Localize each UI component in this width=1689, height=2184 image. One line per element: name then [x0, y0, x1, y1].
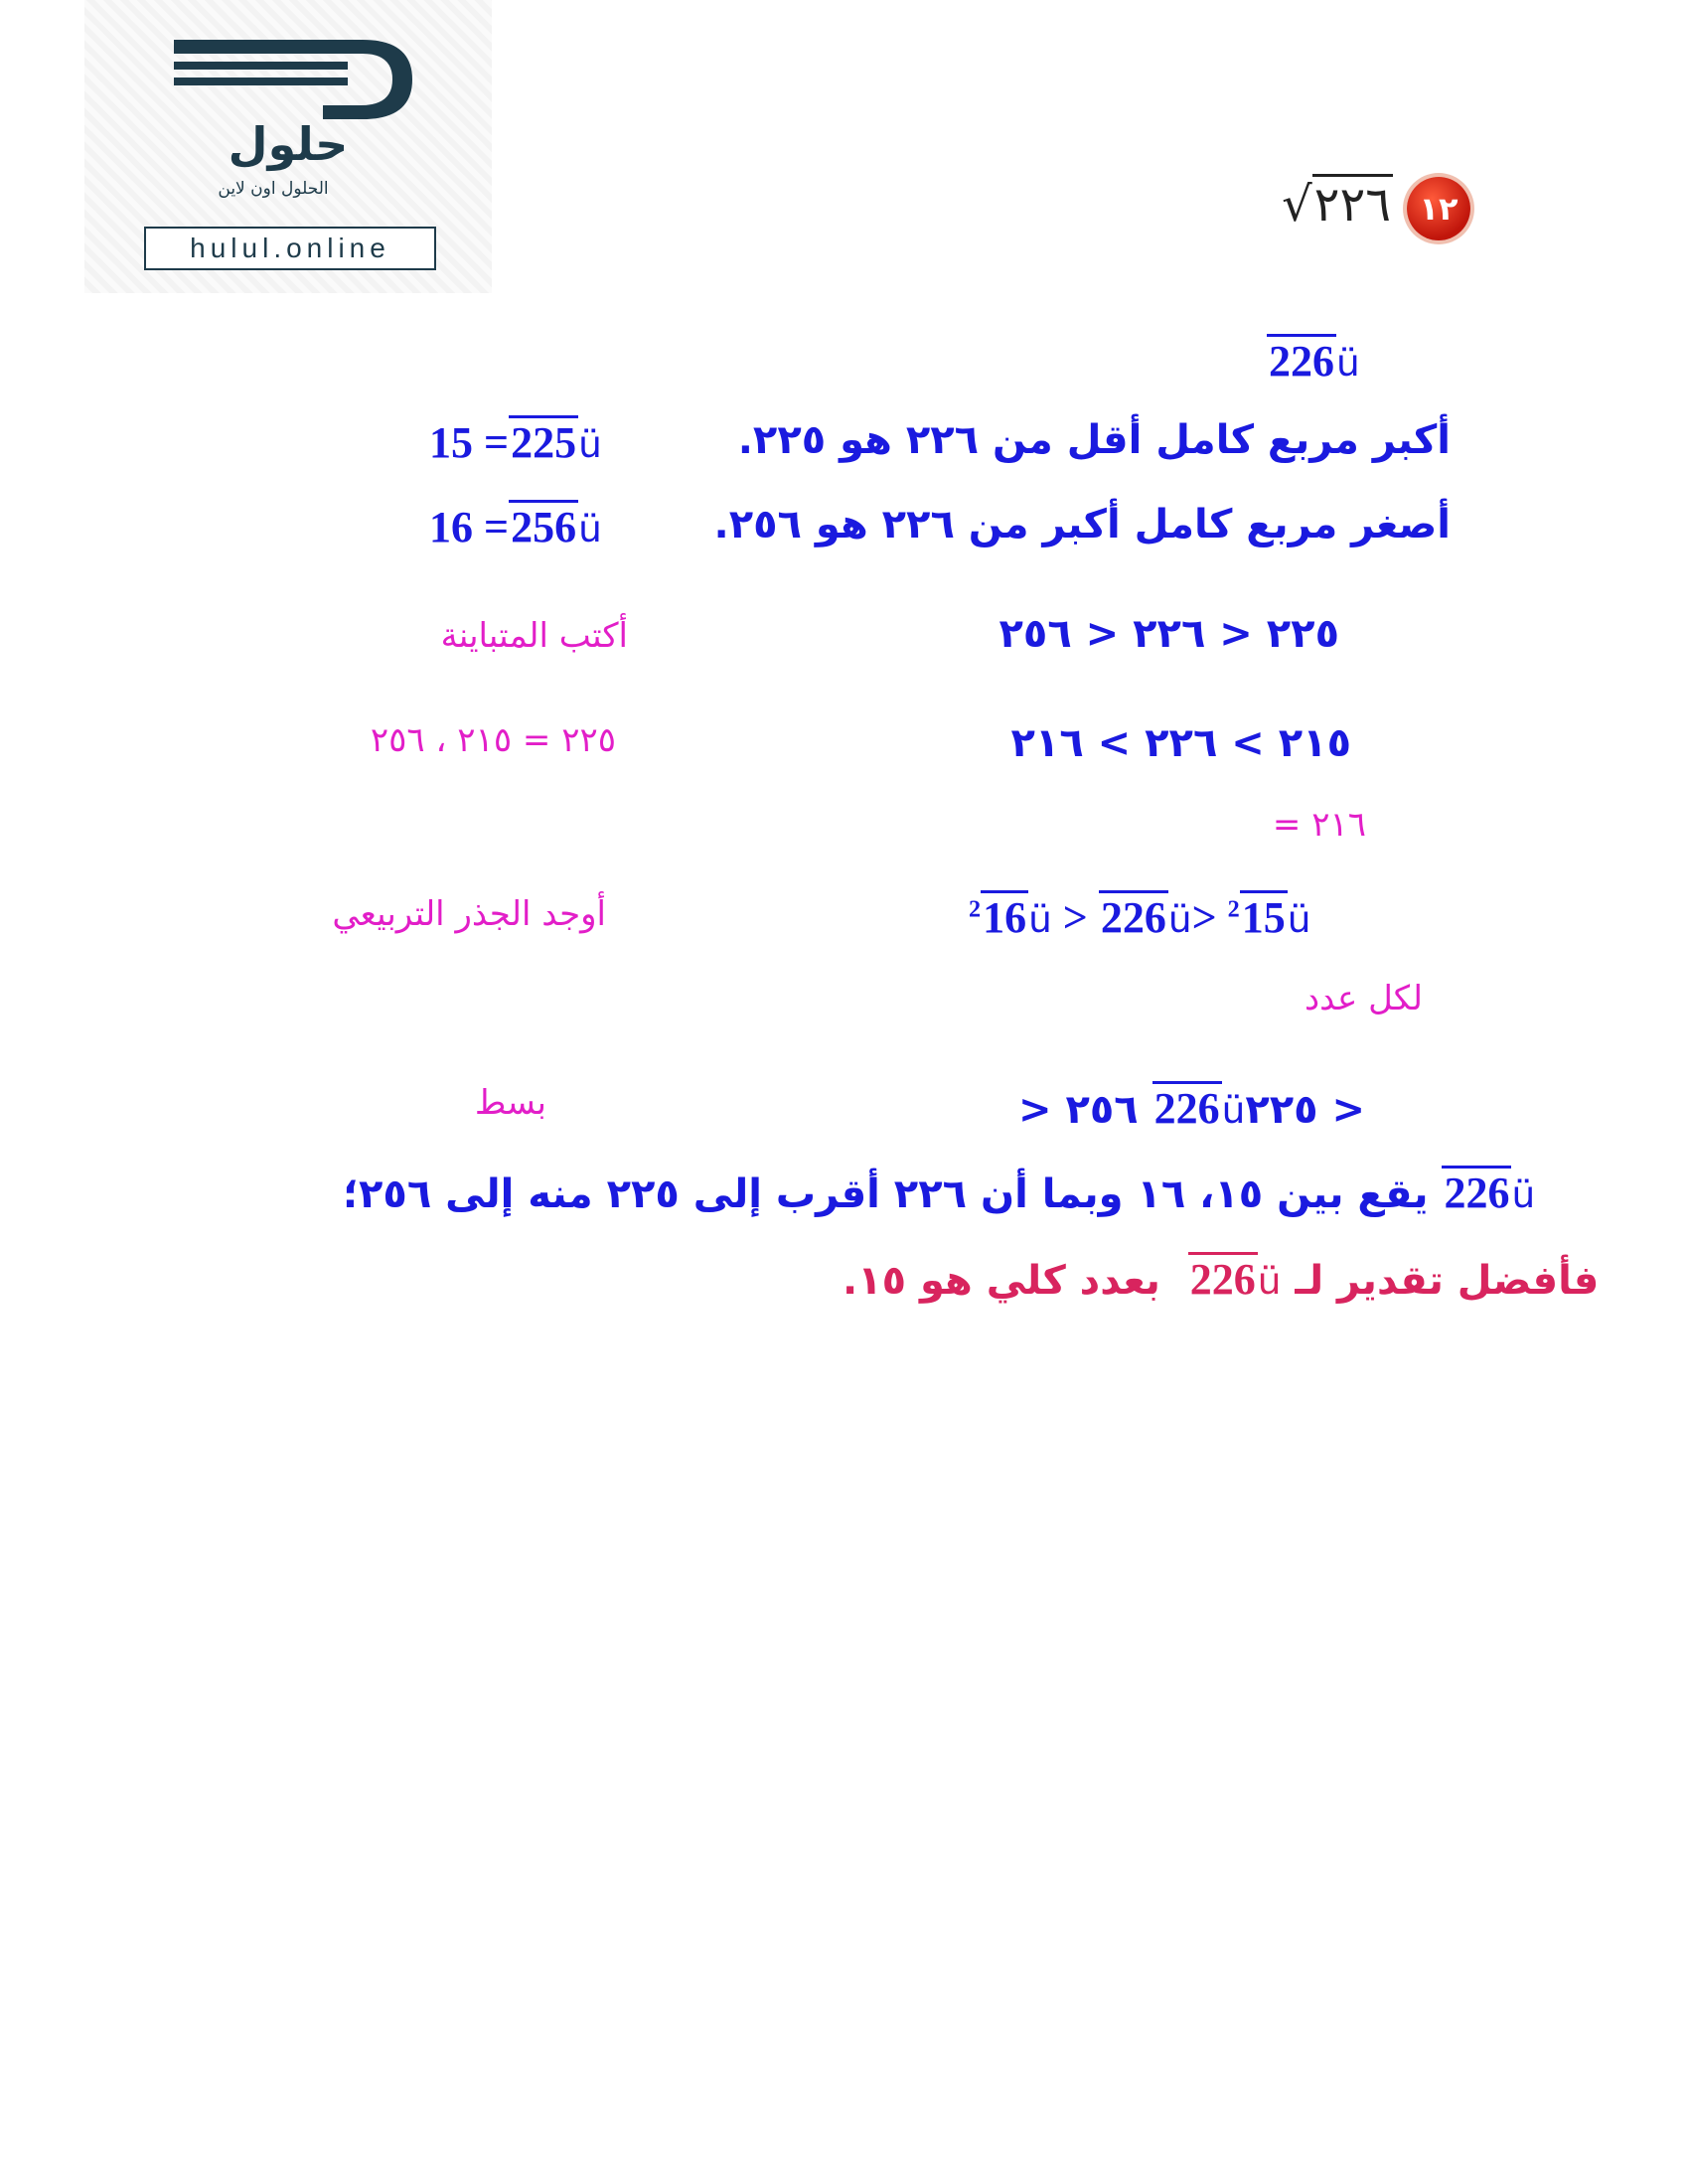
note-write-inequality: أكتب المتباينة [440, 616, 628, 656]
conclusion-line: يقع بين ١٥، ١٦ وبما أن ٢٢٦ أقرب إلى ٢٢٥ منه إلى ٢٥٦؛ 226ü [343, 1168, 1535, 1218]
logo-subtitle: الحلول اون لاين [218, 179, 329, 199]
note-each-number: لكل عدد [1305, 979, 1423, 1018]
logo [84, 0, 492, 293]
powers-note: ٢٢٥ = ٢١٥ ، ٢٥٦ [370, 720, 616, 760]
sqrt-inequality: $^2$16ü > 226ü> $^2$15ü [969, 892, 1310, 943]
note-simplify: بسط [474, 1083, 546, 1123]
sqrt-225-equation: 15 =225ü [429, 417, 602, 468]
powers-inequality: ٢١٥ > ٢٢٦ > ٢١٦ [1010, 720, 1351, 766]
inequality-line: ٢٢٥ < ٢٢٦ < ٢٥٦ [998, 611, 1339, 657]
sqrt-256-equation: 16 =256ü [429, 502, 602, 552]
logo-mark-icon [174, 40, 412, 119]
powers-continuation: = ٢١٦ [1272, 805, 1366, 845]
problem-header [1232, 177, 1470, 256]
largest-square-text: أكبر مربع كامل أقل من ٢٢٦ هو ٢٢٥. [737, 417, 1451, 463]
final-answer: بعدد كلي هو ١٥. 226ü فأفضل تقدير لـ [843, 1254, 1599, 1305]
logo-wordmark: حلول [228, 117, 349, 171]
problem-number-badge: ١٢ [1407, 177, 1470, 240]
problem-expression: √٢٢٦ [1282, 177, 1393, 233]
smallest-square-text: أصغر مربع كامل أكبر من ٢٢٦ هو ٢٥٦. [713, 502, 1451, 547]
sqrt-226-heading: 226ü [1267, 336, 1360, 387]
logo-url: hulul.online [144, 227, 436, 270]
note-find-sqrt: أوجد الجذر التربيعي [332, 894, 606, 934]
simplified-inequality: > ٢٥٦ 226ü٢٢٥ > [1018, 1083, 1365, 1134]
radical-icon: √ [1282, 177, 1312, 233]
